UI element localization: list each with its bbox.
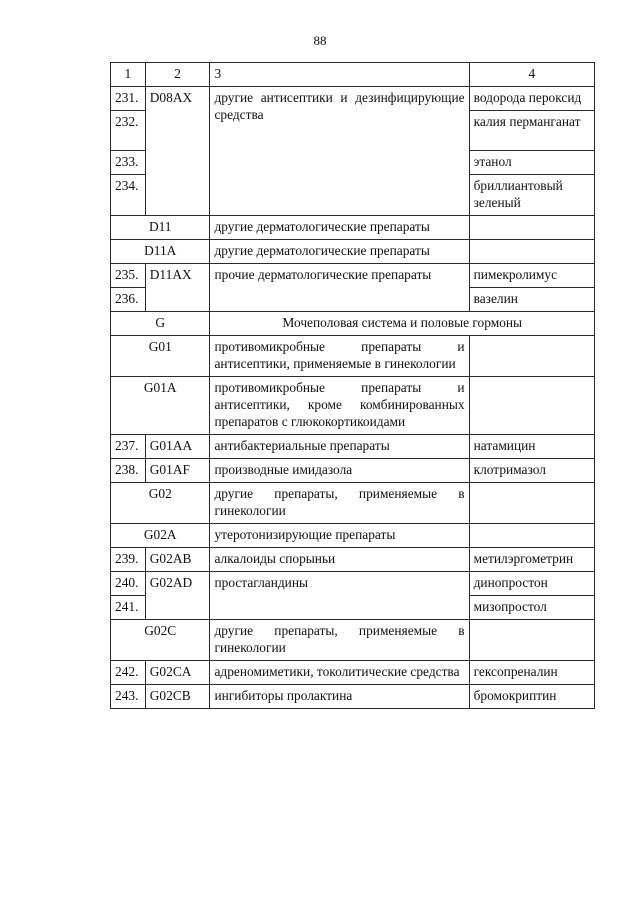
col-number-header: 1 <box>111 63 146 87</box>
group-name: простагландины <box>210 572 469 620</box>
row-number: 240. <box>111 572 146 596</box>
group-name: другие антисептики и дезинфицирующие средства <box>210 87 469 216</box>
drug-name: пимекролимус <box>469 264 594 288</box>
group-name: другие дерматологические препараты <box>210 216 469 240</box>
row-number: 239. <box>111 548 146 572</box>
row-number: 231. <box>111 87 146 111</box>
table-row <box>111 548 595 572</box>
table-row <box>111 216 595 240</box>
drug-name: бромокриптин <box>469 685 594 709</box>
row-number: 234. <box>111 175 146 216</box>
drug-name: гексопреналин <box>469 661 594 685</box>
drug-list-table <box>110 62 595 709</box>
group-name: другие препараты, применяемые в гинекологии <box>210 620 469 661</box>
row-number: 242. <box>111 661 146 685</box>
col-drug-header: 4 <box>469 63 594 87</box>
row-number: 241. <box>111 596 146 620</box>
atc-code: D11 <box>111 216 210 240</box>
group-name: противомикробные препараты и антисептики, кроме комбинированных препаратов с глюкокортикоидами <box>210 377 469 435</box>
table-row <box>111 685 595 709</box>
row-number: 243. <box>111 685 146 709</box>
group-name: антибактериальные препараты <box>210 435 469 459</box>
table-row <box>111 264 595 288</box>
table-row <box>111 524 595 548</box>
atc-code: G01A <box>111 377 210 435</box>
drug-name <box>469 483 594 524</box>
group-name: производные имидазола <box>210 459 469 483</box>
atc-code: G02CA <box>145 661 210 685</box>
table-row <box>111 240 595 264</box>
col-atc-code-header: 2 <box>145 63 210 87</box>
group-name: алкалоиды спорыньи <box>210 548 469 572</box>
group-name: другие дерматологические препараты <box>210 240 469 264</box>
drug-name: динопростон <box>469 572 594 596</box>
group-name: прочие дерматологические препараты <box>210 264 469 312</box>
group-name: другие препараты, применяемые в гинекологии <box>210 483 469 524</box>
table-row <box>111 435 595 459</box>
drug-name: вазелин <box>469 288 594 312</box>
drug-name <box>469 377 594 435</box>
atc-code: G02A <box>111 524 210 548</box>
atc-code: G01 <box>111 336 210 377</box>
atc-code: G02C <box>111 620 210 661</box>
header-row <box>111 63 595 87</box>
table-row <box>111 377 595 435</box>
page-number: 88 <box>313 33 327 48</box>
row-number: 237. <box>111 435 146 459</box>
table-row <box>111 87 595 111</box>
drug-name <box>469 620 594 661</box>
table-row <box>111 572 595 596</box>
drug-name: мизопростол <box>469 596 594 620</box>
atc-code: G02AD <box>145 572 210 620</box>
atc-code: G02CB <box>145 685 210 709</box>
table-row <box>111 312 595 336</box>
drug-name: этанол <box>469 151 594 175</box>
table-row <box>111 336 595 377</box>
group-name: адреномиметики, токолитические средства <box>210 661 469 685</box>
drug-name: бриллиантовый зеленый <box>469 175 594 216</box>
atc-code: D11AX <box>145 264 210 312</box>
atc-code: G <box>111 312 210 336</box>
table-row <box>111 661 595 685</box>
table-row <box>111 620 595 661</box>
group-name: утеротонизирующие препараты <box>210 524 469 548</box>
atc-code: G02AB <box>145 548 210 572</box>
row-number: 235. <box>111 264 146 288</box>
row-number: 238. <box>111 459 146 483</box>
group-name: Мочеполовая система и половые гормоны <box>210 312 595 336</box>
drug-name <box>469 216 594 240</box>
table-row <box>111 483 595 524</box>
drug-name <box>469 336 594 377</box>
drug-name: калия перманганат <box>469 111 594 151</box>
drug-name <box>469 240 594 264</box>
col-group-header: 3 <box>210 63 469 87</box>
group-name: ингибиторы пролактина <box>210 685 469 709</box>
row-number: 233. <box>111 151 146 175</box>
atc-code: G02 <box>111 483 210 524</box>
row-number: 232. <box>111 111 146 151</box>
atc-code: G01AF <box>145 459 210 483</box>
atc-code: D11A <box>111 240 210 264</box>
table-row <box>111 459 595 483</box>
drug-name: натамицин <box>469 435 594 459</box>
atc-code: G01AA <box>145 435 210 459</box>
drug-name: метилэргометрин <box>469 548 594 572</box>
group-name: противомикробные препараты и антисептики, применяемые в гинекологии <box>210 336 469 377</box>
row-number: 236. <box>111 288 146 312</box>
drug-name: клотримазол <box>469 459 594 483</box>
drug-name <box>469 524 594 548</box>
atc-code: D08AX <box>145 87 210 216</box>
drug-name: водорода пероксид <box>469 87 594 111</box>
